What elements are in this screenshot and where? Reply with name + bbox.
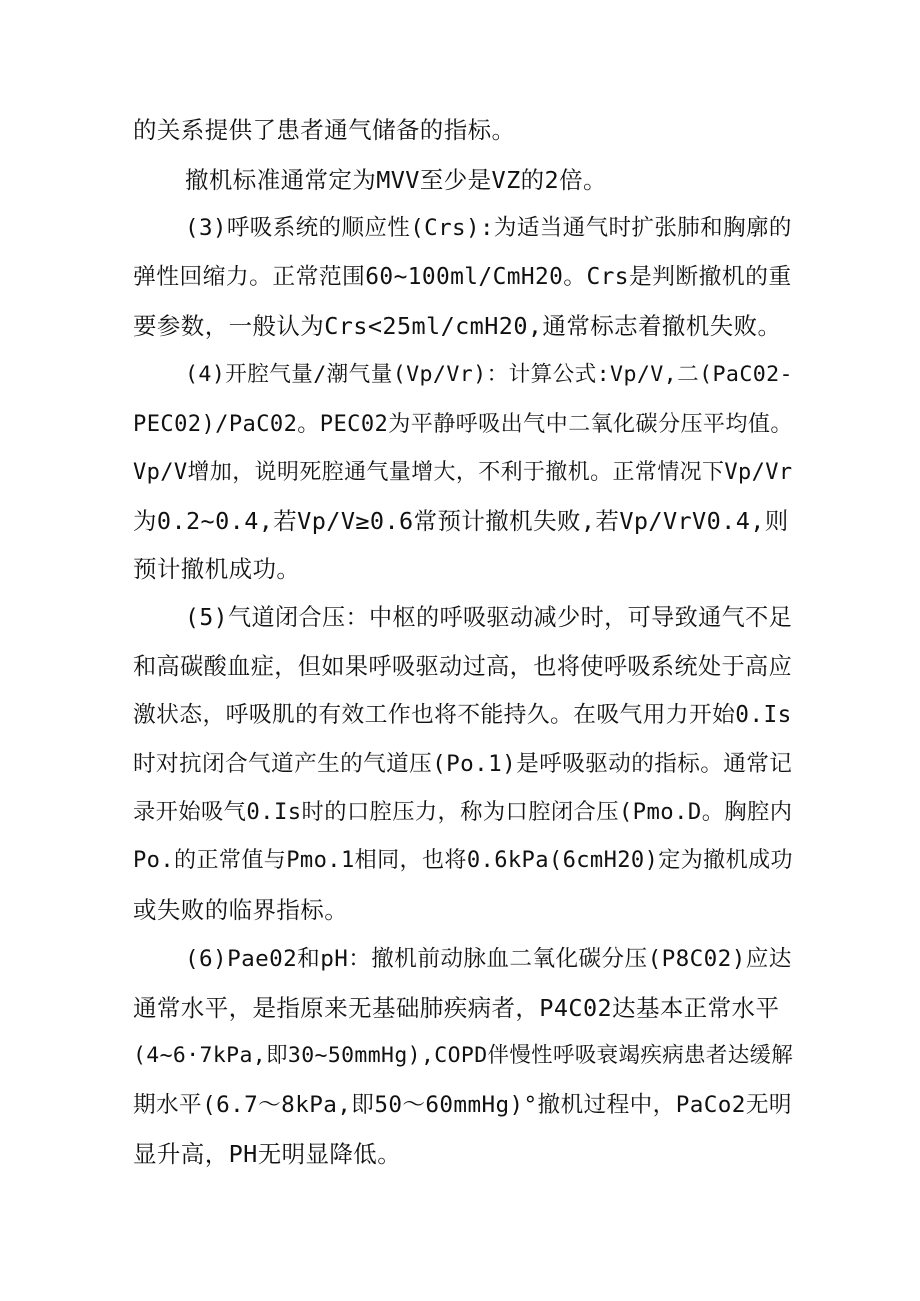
text-line: (4~6·7kPa,即30~50mmHg),COPD伴慢性呼吸衰竭疾病患者达缓解 [133,1043,794,1068]
text-line: (4)开腔气量/潮气量(Vp/Vr)：计算公式:Vp/V,二(PaC02- [185,362,793,387]
text-line: 撤机标准通常定为MVV至少是VZ的2倍。 [185,166,607,194]
text-line: (6)Pae02和pH：撤机前动脉血二氧化碳分压(P8C02)应达 [185,946,792,972]
text-line: Vp/V增加，说明死腔通气量增大，不利于撤机。正常情况下Vp/Vr [133,460,793,485]
text-line: 通常水平，是指原来无基础肺疾病者，P4C02达基本正常水平 [133,994,780,1022]
text-line: 弹性回缩力。正常范围60~100ml/CmH20。Crs是判断撤机的重 [133,264,792,290]
text-line: 期水平(6.7～8kPa,即50～60mmHg)°撤机过程中，PaCo2无明 [133,1092,792,1118]
text-line: 为0.2~0.4,若Vp/V≥0.6常预计撤机失败,若Vp/VrV0.4,则 [133,507,789,535]
text-line: PEC02)/PaC02。PEC02为平静呼吸出气中二氧化碳分压平均值。 [133,411,793,437]
text-line: 和高碳酸血症，但如果呼吸驱动过高，也将使呼吸系统处于高应 [133,654,793,680]
text-line: 时对抗闭合气道产生的气道压(Po.1)是呼吸驱动的指标。通常记 [133,751,793,777]
text-line: 激状态，呼吸肌的有效工作也将不能持久。在吸气用力开始0.Is [133,702,792,728]
text-line: (3)呼吸系统的顺应性(Crs):为适当通气时扩张肺和胸廓的 [185,215,792,241]
text-line: 或失败的临界指标。 [133,896,349,924]
text-line: 显升高，PH无明显降低。 [133,1140,402,1168]
text-line: (5)气道闭合压：中枢的呼吸驱动减少时，可导致通气不足 [185,605,793,631]
text-line: 录开始吸气0.Is时的口腔压力，称为口腔闭合压(Pmo.D。胸腔内 [133,799,793,825]
text-line: 要参数，一般认为Crs<25ml/cmH20,通常标志着撤机失败。 [133,312,782,340]
text-line: Po.的正常值与Pmo.1相同，也将0.6kPa(6cmH20)定为撤机成功 [133,848,793,873]
text-line: 的关系提供了患者通气储备的指标。 [133,116,516,144]
text-line: 预计撤机成功。 [133,555,301,583]
